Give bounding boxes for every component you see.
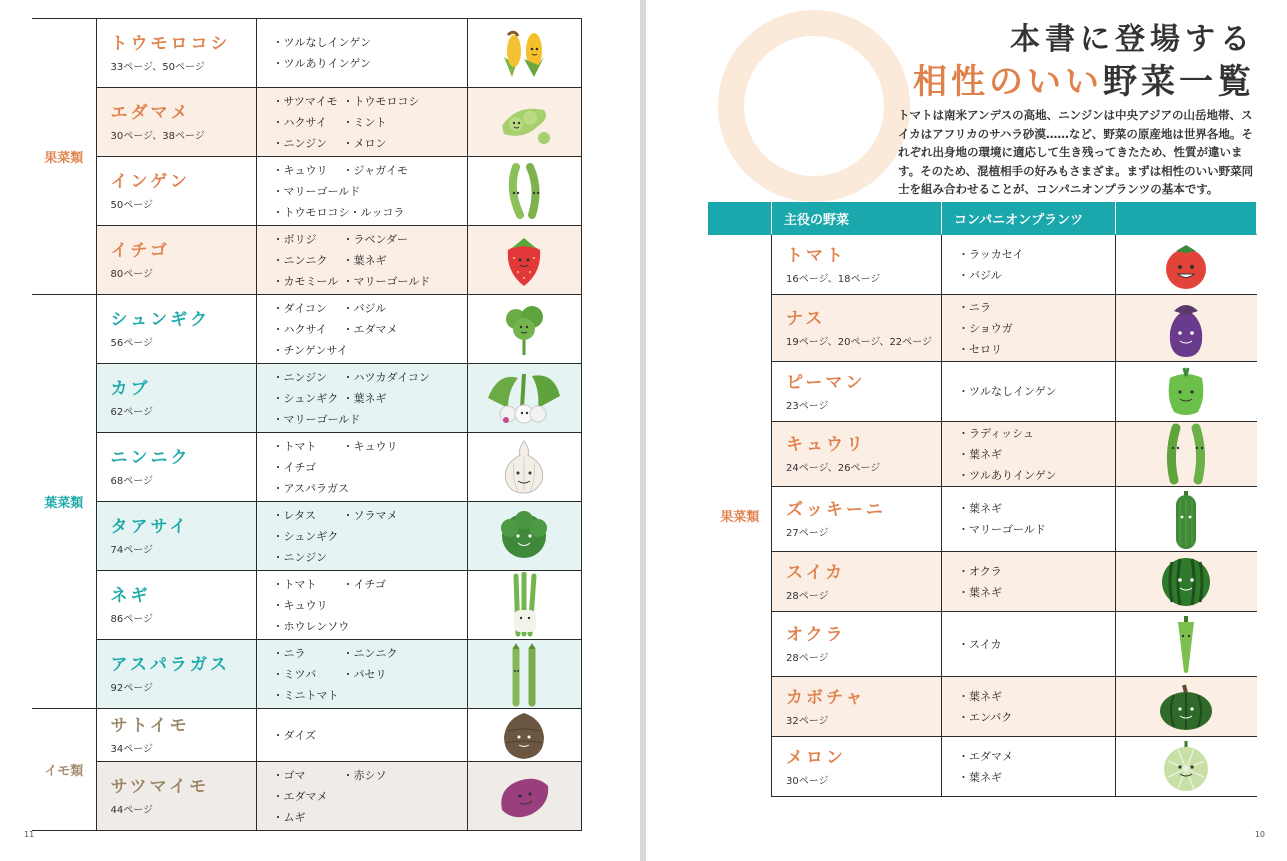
illustration-cell [1116,362,1257,422]
companion-item: ・チンゲンサイ [272,343,348,357]
left-page [0,0,640,861]
companion-item: ・葉ネギ [958,689,1002,703]
companion-line [273,765,467,786]
eggplant-icon [1116,295,1257,361]
companion-cell [256,364,467,433]
vegetable-name: スイカ [786,562,846,583]
companion-item: ・ダイコン [272,301,327,315]
companion-cell [256,433,467,502]
vegetable-name: タアサイ [110,517,190,537]
companion-item: ・マリーゴールド [958,523,1046,536]
vegetable-cell [96,364,256,433]
category-label: 果菜類 [44,151,84,166]
title-rest: 野菜一覧 [1103,62,1255,102]
vegetable-name: トマト [786,245,846,266]
page-reference: 86ページ [110,614,154,625]
companion-item: ・ハクサイ [272,115,327,129]
companion-item: ・ルッコラ [349,205,405,219]
companion-item: ・エダマメ [342,322,398,336]
companion-item: ・スイカ [958,637,1002,651]
companion-item: ・バジル [342,301,387,315]
companion-cell [942,487,1116,552]
companion-item: ・キュウリ [272,598,328,612]
companion-cell [942,552,1116,612]
companion-item: ・ニラ [272,646,306,660]
illustration-cell [1116,422,1257,487]
vegetable-cell [772,677,942,737]
header-illustration [1116,203,1257,235]
companion-cell [256,226,467,295]
vegetable-name: メロン [786,747,846,768]
table-row [709,487,1257,552]
companion-item: ・ダイズ [272,728,317,742]
companion-item: ・ムギ [272,810,306,824]
illustration-cell [467,571,581,640]
vegetable-cell [96,226,256,295]
page-reference: 62ページ [110,407,154,418]
vegetable-cell [96,571,256,640]
vegetable-name: カブ [110,379,151,399]
vegetable-cell [772,612,942,677]
vegetable-cell [96,762,256,831]
shungiku-icon [468,301,581,357]
companion-line [273,160,467,181]
illustration-cell [1116,737,1257,797]
companion-line [273,574,467,595]
companion-cell [256,295,467,364]
illustration-cell [467,433,581,502]
companion-line [273,250,467,271]
companion-line [273,367,467,388]
page-reference: 34ページ [110,744,154,755]
page-reference: 28ページ [786,590,829,602]
vegetable-cell [96,19,256,88]
companion-line [273,229,467,250]
vegetable-name: ズッキーニ [786,500,886,520]
page-reference: 80ページ [110,269,154,280]
companion-item: ・葉ネギ [342,253,387,267]
companion-line [273,505,467,526]
right-page [646,0,1287,861]
title-accent: 相性のいい [913,62,1103,102]
companion-line [273,786,467,807]
companion-item: ・ジャガイモ [342,163,408,177]
vegetable-name: ネギ [110,586,151,606]
companion-cell [256,640,467,709]
companion-cell [942,677,1116,737]
cucumber-icon [1116,422,1257,486]
strawberry-icon [468,232,581,288]
vegetable-name: サツマイモ [110,777,210,797]
page-number-left: 11 [24,830,35,839]
header-companion-plants: コンパニオンプランツ [942,203,1116,235]
companion-item: ・イチゴ [272,460,317,474]
header-blank [709,203,772,235]
table-row [709,677,1257,737]
table-row [32,226,581,295]
companion-cell [256,762,467,831]
companion-item: ・葉ネギ [342,391,387,405]
table-row [32,88,581,157]
companion-line [273,319,467,340]
companion-item: ・トウモロコシ [342,94,420,108]
vegetable-name: ニンニク [110,448,191,468]
page-reference: 24ページ、26ページ [786,463,881,474]
garlic-icon [468,437,581,497]
companion-item: ・エダマメ [272,789,328,803]
companion-item: ・アスパラガス [272,481,350,495]
companion-item: ・ニンジン [272,370,327,384]
table-row [32,19,581,88]
illustration-cell [1116,235,1257,295]
page-reference: 28ページ [786,653,829,664]
vegetable-cell [96,502,256,571]
companion-cell [256,19,467,88]
companion-item: ・カモミール [272,274,339,288]
category-cell [709,235,772,797]
companion-item: ・マリーゴールド [272,184,361,198]
table-row [32,640,581,709]
table-row [32,433,581,502]
vegetable-cell [772,552,942,612]
companion-line [273,112,467,133]
companion-item: ・ツルありインゲン [958,468,1057,482]
table-row [32,571,581,640]
vegetable-cell [772,295,942,362]
companion-cell [942,295,1116,362]
companion-item: ・イチゴ [342,577,387,591]
illustration-cell [467,502,581,571]
companion-item: ・ソラマメ [342,508,398,522]
companion-item: ・マリーゴールド [342,274,431,288]
companion-line [273,202,467,223]
companion-cell [256,571,467,640]
illustration-cell [1116,677,1257,737]
companion-item: ・トウモロコシ [272,205,350,219]
page-reference: 44ページ [110,805,154,816]
companion-item: ・ハツカダイコン [342,370,430,384]
table-row [32,502,581,571]
companion-item: ・ツルなしインゲン [958,385,1057,398]
companion-cell [942,235,1116,295]
category-label: 果菜類 [720,510,760,526]
vegetable-cell [96,88,256,157]
companion-item: ・トマト [272,577,317,591]
vegetable-name: アスパラガス [110,655,230,675]
vegetable-cell [96,157,256,226]
companion-item: ・ツルありインゲン [272,57,372,70]
companion-item: ・ニンジン [272,136,327,150]
companion-item: ・ニンニク [342,646,398,660]
tomato-icon [1116,239,1257,291]
companion-line [273,271,467,292]
vegetable-cell [772,362,942,422]
page-reference: 92ページ [110,683,154,694]
category-cell [32,19,96,295]
page-reference: 68ページ [110,476,154,487]
companion-cell [256,157,467,226]
companion-cell [256,709,467,762]
vegetable-name: イチゴ [110,241,170,261]
table-row [709,235,1257,295]
companion-item: ・赤シソ [342,768,387,782]
taro-icon [468,709,581,761]
companion-item: ・セロリ [958,342,1002,356]
companion-line [273,685,467,706]
zucchini-icon [1116,487,1257,551]
table-row [709,737,1257,797]
companion-line [273,616,467,637]
left-companion-table [32,18,582,831]
companion-item: ・シュンギク [272,529,339,543]
vegetable-name: トウモロコシ [110,34,231,54]
page-reference: 74ページ [110,545,154,556]
illustration-cell [1116,552,1257,612]
category-label: 葉菜類 [44,496,84,511]
companion-line [273,725,467,746]
tatsoi-icon [468,508,581,564]
green-bean-icon [468,163,581,219]
companion-item: ・トマト [272,439,317,453]
companion-line [273,298,467,319]
green-pepper-icon [1116,364,1257,420]
vegetable-cell [772,422,942,487]
companion-item: ・ニンニク [272,253,328,267]
vegetable-name: インゲン [110,172,190,192]
table-row [709,422,1257,487]
vegetable-name: シュンギク [110,310,211,330]
illustration-cell [467,88,581,157]
table-row [32,762,581,831]
companion-item: ・ゴマ [272,768,306,782]
companion-item: ・エンバク [958,710,1013,724]
corn-icon [468,27,581,79]
page-reference: 30ページ、38ページ [110,131,205,142]
companion-cell [942,612,1116,677]
companion-item: ・ホウレンソウ [272,619,350,633]
companion-item: ・ラディッシュ [958,426,1034,440]
vegetable-name: カボチャ [786,687,866,708]
illustration-cell [467,295,581,364]
companion-item: ・キュウリ [272,163,328,177]
illustration-cell [1116,295,1257,362]
companion-line [273,340,467,361]
companion-item: ・マリーゴールド [272,412,361,426]
companion-item: ・ミント [342,115,387,129]
table-row [32,295,581,364]
decorative-ring [718,10,910,202]
companion-item: ・レタス [272,508,317,522]
companion-cell [942,362,1116,422]
vegetable-cell [772,487,942,552]
companion-line [273,133,467,154]
companion-line [273,643,467,664]
companion-item: ・葉ネギ [958,585,1002,599]
companion-item: ・パセリ [342,667,387,681]
title-line-2 [913,54,1255,103]
vegetable-cell [772,737,942,797]
vegetable-name: ナス [786,309,826,329]
companion-item: ・サツマイモ [272,94,338,108]
companion-line [273,526,467,547]
companion-item: ・ハクサイ [272,322,327,336]
sweet-potato-icon [468,770,581,822]
companion-line [273,547,467,568]
companion-item: ・ニンジン [272,550,327,564]
companion-item: ・ショウガ [958,321,1013,335]
header-main-vegetable: 主役の野菜 [772,203,942,235]
companion-item: ・バジル [958,268,1002,282]
turnip-icon [468,368,581,428]
category-cell [32,295,96,709]
page-reference: 50ページ [110,200,154,211]
table-row [709,552,1257,612]
companion-line [273,91,467,112]
okra-icon [1116,612,1257,676]
companion-line [273,478,467,499]
companion-item: ・キュウリ [342,439,398,453]
right-companion-table [708,202,1257,797]
companion-item: ・シュンギク [272,391,339,405]
companion-line [273,32,467,53]
page-reference: 32ページ [786,715,829,727]
illustration-cell [467,364,581,433]
table-row [32,157,581,226]
illustration-cell [467,157,581,226]
companion-cell [256,88,467,157]
page-number-right: 10 [1254,830,1265,839]
companion-item: ・ニラ [958,300,991,314]
category-cell [32,709,96,831]
illustration-cell [467,19,581,88]
illustration-cell [467,762,581,831]
illustration-cell [1116,612,1257,677]
illustration-cell [467,640,581,709]
page-reference: 16ページ、18ページ [786,273,881,285]
green-onion-icon [468,572,581,638]
page-reference: 30ページ [786,775,829,787]
vegetable-name: エダマメ [110,103,191,123]
illustration-cell [1116,487,1257,552]
vegetable-name: サトイモ [110,716,190,736]
companion-cell [942,422,1116,487]
companion-item: ・ラベンダー [342,232,409,246]
companion-cell [942,737,1116,797]
vegetable-cell [96,640,256,709]
pumpkin-icon [1116,681,1257,733]
vegetable-cell [96,295,256,364]
illustration-cell [467,226,581,295]
companion-item: ・ミツバ [272,667,317,681]
asparagus-icon [468,641,581,707]
companion-line [273,595,467,616]
companion-item: ・オクラ [958,564,1002,578]
watermelon-icon [1116,554,1257,610]
table-row [709,612,1257,677]
melon-icon [1116,739,1257,795]
intro-text: トマトは南米アンデスの高地、ニンジンは中央アジアの山岳地帯、スイカはアフリカのサハラ砂漠……など、野菜の原産地は世界各地。それぞれ出身地の環境に適応して生き残ってきたため、性質が違います。そのため、混植相手の好みもさまざま。まずは相性のいい野菜同士を組み合わせることが、コンパニオンプランツの基本です。 [898,108,1254,196]
vegetable-name: オクラ [786,625,846,645]
companion-item: ・葉ネギ [958,770,1002,784]
vegetable-cell [96,709,256,762]
companion-item: ・ラッカセイ [958,247,1024,261]
companion-item: ・ボリジ [272,232,317,246]
title-line-1: 本書に登場する [1010,22,1255,57]
page-reference: 23ページ [786,400,829,412]
companion-line [273,388,467,409]
companion-line [273,409,467,430]
edamame-icon [468,96,581,148]
companion-line [273,181,467,202]
page-reference: 56ページ [110,338,154,349]
vegetable-name: ピーマン [786,372,866,393]
companion-item: ・ミニトマト [272,688,339,702]
table-row [32,709,581,762]
companion-item: ・葉ネギ [958,447,1002,461]
illustration-cell [467,709,581,762]
vegetable-name: キュウリ [786,435,866,455]
companion-cell [256,502,467,571]
page-reference: 27ページ [786,528,829,539]
companion-item: ・葉ネギ [958,502,1002,515]
companion-item: ・メロン [342,136,387,150]
page-reference: 19ページ、20ページ、22ページ [786,337,932,348]
companion-item: ・エダマメ [958,749,1013,763]
companion-line [273,457,467,478]
vegetable-cell [96,433,256,502]
companion-line [273,53,467,74]
table-row [709,295,1257,362]
companion-line [273,436,467,457]
vegetable-cell [772,235,942,295]
companion-line [273,664,467,685]
table-row [32,364,581,433]
companion-item: ・ツルなしインゲン [272,36,372,49]
page-reference: 33ページ、50ページ [110,62,205,73]
companion-line [273,807,467,828]
table-row [709,362,1257,422]
category-label: イモ類 [44,764,84,779]
